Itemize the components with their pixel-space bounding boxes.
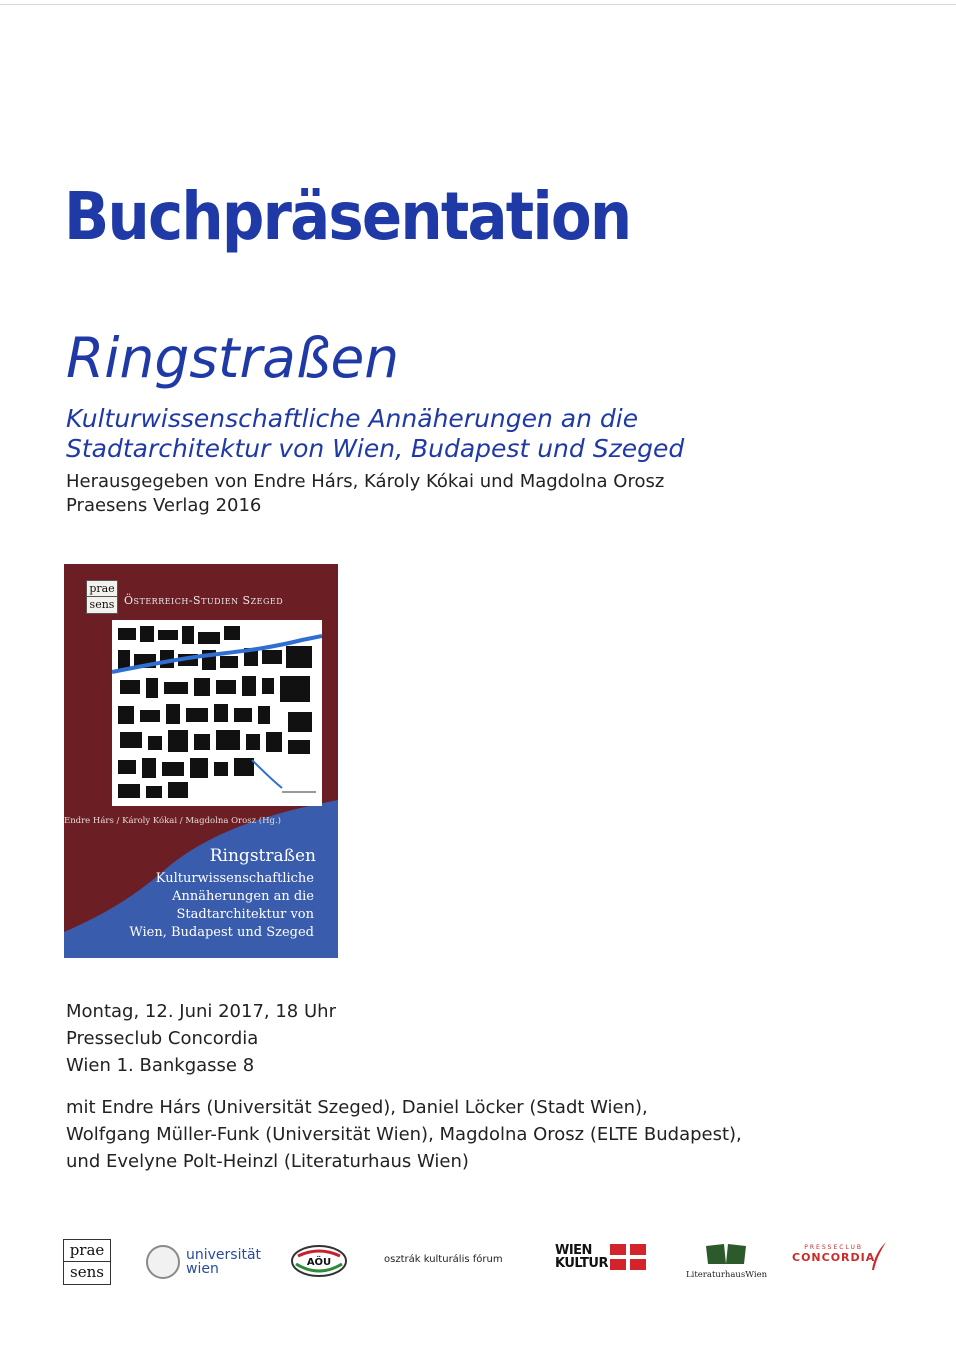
cover-series: Österreich-Studien Szeged (124, 594, 284, 607)
osztrak-kulturalis-forum-logo: osztrák kulturális fórum (384, 1254, 503, 1265)
wien-kultur-line: WIEN (555, 1243, 592, 1258)
wien-kultur-text (555, 1244, 608, 1270)
subtitle-line: Kulturwissenschaftliche Annäherungen an die (66, 404, 639, 433)
book-meta (66, 470, 664, 518)
guest-line: mit Endre Hárs (Universität Szeged), Daniel Löcker (Stadt Wien), (66, 1097, 648, 1118)
page-heading: Buchpräsentation (64, 178, 631, 255)
editors-line: Herausgegeben von Endre Hárs, Károly Kókai und Magdolna Orosz (66, 471, 665, 492)
presseclub-concordia-logo (792, 1244, 875, 1264)
concordia-big-text: CONCORDIA (792, 1251, 876, 1264)
book-cover-image (64, 564, 338, 958)
university-seal-icon (146, 1245, 180, 1279)
event-details (66, 998, 336, 1079)
book-subtitle (66, 404, 866, 464)
cover-publisher-logo (86, 580, 118, 614)
event-venue: Presseclub Concordia (66, 1028, 259, 1049)
literaturhaus-wien-logo (686, 1242, 766, 1286)
guest-list (66, 1094, 742, 1175)
quill-icon (868, 1242, 888, 1272)
wien-kultur-logo (555, 1244, 646, 1270)
aou-logo (290, 1244, 348, 1278)
guest-line: Wolfgang Müller-Funk (Universität Wien), Magdolna Orosz (ELTE Budapest), (66, 1124, 742, 1145)
open-book-icon (704, 1242, 748, 1266)
cover-editors: Endre Hárs / Károly Kókai / Magdolna Orosz (Hg.) (64, 816, 281, 826)
event-address: Wien 1. Bankgasse 8 (66, 1055, 255, 1076)
cover-subtitle-line: Wien, Budapest und Szeged (129, 925, 314, 940)
literaturhaus-text: LiteraturhausWien (686, 1270, 768, 1280)
praesens-logo-top: prae (64, 1240, 110, 1262)
universitaet-wien-logo (146, 1246, 261, 1278)
universitaet-wien-text (186, 1248, 261, 1276)
cover-subtitle (129, 870, 314, 942)
cover-subtitle-line: Annäherungen an die (172, 889, 314, 904)
univie-line: universität (186, 1247, 262, 1263)
concordia-small-text: PRESSECLUB (804, 1244, 863, 1251)
cover-subtitle-line: Stadtarchitektur von (176, 907, 314, 922)
subtitle-line: Stadtarchitektur von Wien, Budapest und Szeged (66, 434, 685, 463)
book-title: Ringstraßen (66, 326, 400, 390)
publisher-line: Praesens Verlag 2016 (66, 495, 262, 516)
praesens-logo-bottom: sens (70, 1263, 104, 1281)
praesens-logo (63, 1239, 111, 1285)
guest-line: und Evelyne Polt-Heinzl (Literaturhaus Wien) (66, 1151, 469, 1172)
univie-line: wien (186, 1261, 219, 1277)
event-date: Montag, 12. Juni 2017, 18 Uhr (66, 1001, 336, 1022)
cover-title: Ringstraßen (209, 846, 316, 866)
cover-logo-bottom: sens (89, 598, 115, 611)
city-map-image (112, 620, 322, 806)
wien-kultur-line: KULTUR (555, 1256, 608, 1271)
cover-logo-top: prae (87, 581, 117, 597)
scan-edge-line (0, 4, 956, 5)
cover-subtitle-line: Kulturwissenschaftliche (155, 871, 314, 886)
wien-flag-icon (610, 1244, 646, 1270)
aou-logo-text: AÖU (306, 1257, 332, 1268)
